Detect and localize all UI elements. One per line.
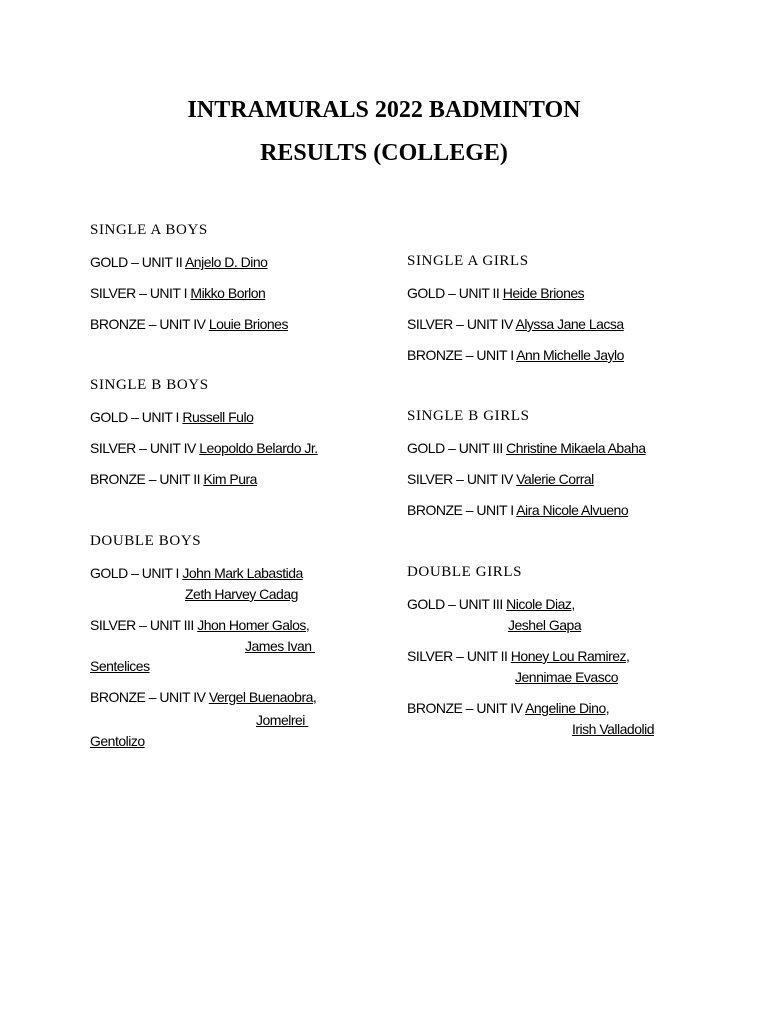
result-line-single-b-boys-bronze <box>90 470 257 488</box>
section-heading-single-a-boys: SINGLE A BOYS <box>90 222 208 238</box>
player-name: Honey Lou Ramirez, <box>510 648 630 664</box>
section-heading-single-a-girls: SINGLE A GIRLS <box>407 253 529 269</box>
player-name: Leopoldo Belardo Jr. <box>199 440 318 456</box>
result-line-double-girls-silver-partner <box>515 668 618 686</box>
player-name: Gentolizo <box>90 733 145 749</box>
result-line-double-boys-silver <box>90 616 309 634</box>
medal-unit: GOLD – UNIT III <box>407 440 503 456</box>
result-line-single-a-girls-silver <box>407 315 624 333</box>
player-name: Nicole Diaz, <box>506 596 575 612</box>
medal-unit: SILVER – UNIT III <box>90 617 194 633</box>
section-heading-double-girls: DOUBLE GIRLS <box>407 564 523 580</box>
result-line-double-girls-bronze <box>407 699 609 717</box>
player-name: Heide Briones <box>502 285 585 301</box>
player-name: Alyssa Jane Lacsa <box>515 316 624 332</box>
player-name: Jennimae Evasco <box>515 669 619 685</box>
medal-unit: GOLD – UNIT I <box>90 565 179 581</box>
player-name: James Ivan <box>245 638 312 654</box>
result-line-single-b-girls-silver <box>407 470 594 488</box>
player-name: Louie Briones <box>208 316 288 332</box>
player-name: Mikko Borlon <box>190 285 266 301</box>
medal-unit: SILVER – UNIT IV <box>90 440 196 456</box>
result-line-single-b-girls-gold <box>407 439 646 457</box>
player-name: Aira Nicole Alvueno <box>516 502 629 518</box>
result-line-single-b-boys-gold <box>90 408 253 426</box>
result-line-double-boys-gold-partner <box>185 585 298 603</box>
section-heading-single-b-boys: SINGLE B BOYS <box>90 377 209 393</box>
result-line-double-girls-gold <box>407 595 575 613</box>
medal-unit: BRONZE – UNIT II <box>90 471 200 487</box>
section-heading-single-b-girls: SINGLE B GIRLS <box>407 408 530 424</box>
player-name: Ann Michelle Jaylo <box>516 347 624 363</box>
medal-unit: GOLD – UNIT III <box>407 596 503 612</box>
section-heading-double-boys: DOUBLE BOYS <box>90 533 202 549</box>
result-line-double-girls-gold-partner <box>508 616 581 634</box>
result-line-single-a-boys-gold <box>90 253 267 271</box>
result-line-single-b-boys-silver <box>90 439 318 457</box>
medal-unit: SILVER – UNIT IV <box>407 316 513 332</box>
player-name: Kim Pura <box>203 471 257 487</box>
result-line-double-boys-bronze-partner-cont <box>90 732 145 750</box>
result-line-double-girls-silver <box>407 647 629 665</box>
medal-unit: GOLD – UNIT II <box>90 254 183 270</box>
result-line-double-boys-silver-partner-cont <box>90 657 150 675</box>
result-line-single-a-boys-bronze <box>90 315 288 333</box>
medal-unit: BRONZE – UNIT IV <box>90 316 206 332</box>
result-line-double-boys-bronze <box>90 688 316 706</box>
player-name: Russell Fulo <box>182 409 254 425</box>
player-name: Jomelrei <box>256 712 305 728</box>
player-name: Jhon Homer Galos, <box>197 617 310 633</box>
result-line-single-a-girls-bronze <box>407 346 624 364</box>
medal-unit: BRONZE – UNIT IV <box>90 689 206 705</box>
player-name: Valerie Corral <box>516 471 594 487</box>
medal-unit: BRONZE – UNIT IV <box>407 700 523 716</box>
player-name: Anjelo D. Dino <box>184 254 268 270</box>
page-title: INTRAMURALS 2022 BADMINTON <box>187 97 581 123</box>
result-line-single-a-boys-silver <box>90 284 265 302</box>
medal-unit: GOLD – UNIT II <box>407 285 500 301</box>
result-line-double-boys-silver-partner <box>245 637 315 655</box>
player-name: Christine Mikaela Abaha <box>506 440 646 456</box>
medal-unit: GOLD – UNIT I <box>90 409 179 425</box>
result-line-double-boys-gold <box>90 564 303 582</box>
player-name: Irish Valladolid <box>572 721 655 737</box>
medal-unit: SILVER – UNIT II <box>407 648 508 664</box>
result-line-double-boys-bronze-partner <box>256 711 308 729</box>
result-line-single-a-girls-gold <box>407 284 584 302</box>
medal-unit: SILVER – UNIT IV <box>407 471 513 487</box>
player-name: John Mark Labastida <box>182 565 303 581</box>
result-line-single-b-girls-bronze <box>407 501 628 519</box>
result-line-double-girls-bronze-partner <box>572 720 654 738</box>
medal-unit: SILVER – UNIT I <box>90 285 188 301</box>
player-name: Sentelices <box>90 658 150 674</box>
player-name: Zeth Harvey Cadag <box>185 586 298 602</box>
page-subtitle: RESULTS (COLLEGE) <box>260 140 508 166</box>
medal-unit: BRONZE – UNIT I <box>407 347 514 363</box>
player-name: Jeshel Gapa <box>508 617 582 633</box>
player-name: Angeline Dino, <box>525 700 610 716</box>
medal-unit: BRONZE – UNIT I <box>407 502 514 518</box>
player-name: Vergel Buenaobra, <box>208 689 317 705</box>
